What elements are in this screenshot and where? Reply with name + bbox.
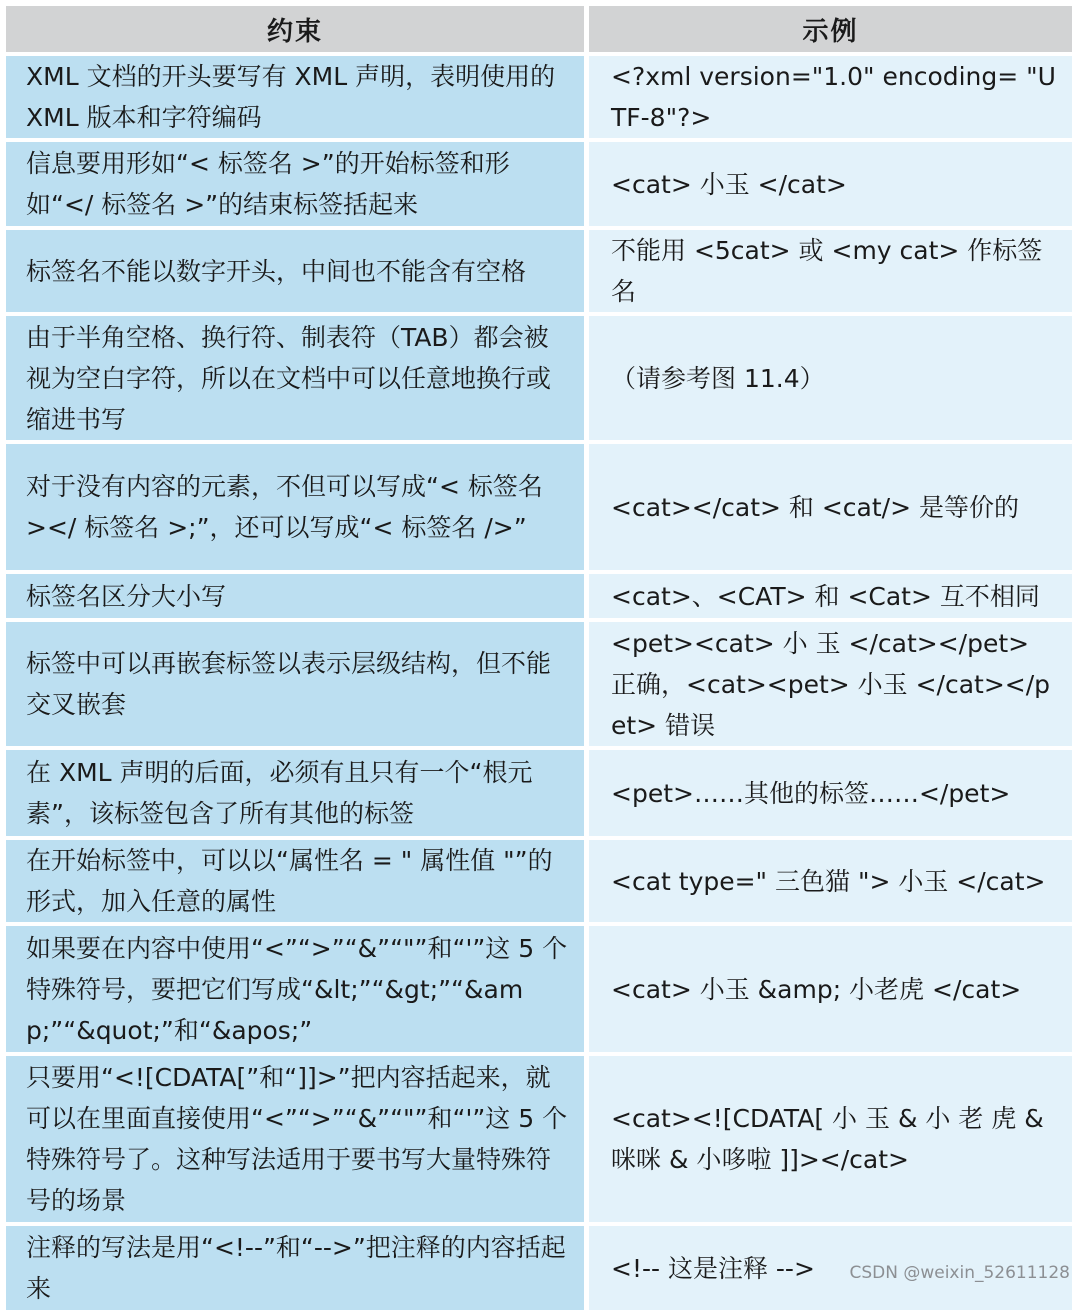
table-row — [6, 312, 1072, 440]
constraint-cell: 标签名不能以数字开头，中间也不能含有空格 — [6, 226, 589, 312]
table-row — [6, 618, 1072, 746]
example-cell: <cat><![CDATA[ 小 玉 & 小 老 虎 & 咪咪 & 小哆啦 ]]></cat> — [589, 1052, 1072, 1222]
constraint-cell: 标签名区分大小写 — [6, 570, 589, 618]
example-cell: <pet>……其他的标签……</pet> — [589, 746, 1072, 836]
xml-rules-table — [6, 6, 1072, 1310]
constraint-cell: 由于半角空格、换行符、制表符（TAB）都会被视为空白字符，所以在文档中可以任意地换行或缩进书写 — [6, 312, 589, 440]
table-row — [6, 1052, 1072, 1222]
table-row — [6, 922, 1072, 1052]
table-row — [6, 746, 1072, 836]
table-row — [6, 226, 1072, 312]
constraint-column-header: 约束 — [6, 6, 589, 52]
constraint-cell: 在 XML 声明的后面，必须有且只有一个“根元素”，该标签包含了所有其他的标签 — [6, 746, 589, 836]
example-cell: <cat>、<CAT> 和 <Cat> 互不相同 — [589, 570, 1072, 618]
table-row — [6, 440, 1072, 570]
example-cell: <cat></cat> 和 <cat/> 是等价的 — [589, 440, 1072, 570]
example-cell: <cat> 小玉 &amp; 小老虎 </cat> — [589, 922, 1072, 1052]
constraint-cell: 只要用“<![CDATA[”和“]]>”把内容括起来，就可以在里面直接使用“<”“>”“&”“"”和“'”这 5 个特殊符号了。这种写法适用于要书写大量特殊符号的场景 — [6, 1052, 589, 1222]
constraint-cell: 在开始标签中，可以以“属性名 = " 属性值 "”的形式，加入任意的属性 — [6, 836, 589, 922]
constraint-cell: 对于没有内容的元素，不但可以写成“< 标签名 ></ 标签名 >;”，还可以写成“< 标签名 />” — [6, 440, 589, 570]
csdn-watermark: CSDN @weixin_52611128 — [849, 1263, 1070, 1283]
example-cell: <!-- 这是注释 --> — [589, 1222, 1072, 1310]
example-cell: <?xml version="1.0" encoding= "UTF-8"?> — [589, 52, 1072, 138]
example-cell: <cat> 小玉 </cat> — [589, 138, 1072, 226]
example-cell: （请参考图 11.4） — [589, 312, 1072, 440]
constraint-cell: XML 文档的开头要写有 XML 声明，表明使用的 XML 版本和字符编码 — [6, 52, 589, 138]
example-cell: <cat type=" 三色猫 "> 小玉 </cat> — [589, 836, 1072, 922]
constraint-cell: 注释的写法是用“<!--”和“-->”把注释的内容括起来 — [6, 1222, 589, 1310]
table-row — [6, 138, 1072, 226]
example-cell: 不能用 <5cat> 或 <my cat> 作标签名 — [589, 226, 1072, 312]
table-row — [6, 570, 1072, 618]
example-column-header: 示例 — [589, 6, 1072, 52]
constraint-cell: 信息要用形如“< 标签名 >”的开始标签和形如“</ 标签名 >”的结束标签括起来 — [6, 138, 589, 226]
table-row — [6, 836, 1072, 922]
constraint-cell: 如果要在内容中使用“<”“>”“&”“"”和“'”这 5 个特殊符号，要把它们写成“&lt;”“&gt;”“&amp;”“&quot;”和“&apos;” — [6, 922, 589, 1052]
constraint-cell: 标签中可以再嵌套标签以表示层级结构，但不能交叉嵌套 — [6, 618, 589, 746]
table-header-row — [6, 6, 1072, 52]
example-cell: <pet><cat> 小 玉 </cat></pet> 正确，<cat><pet> 小玉 </cat></pet> 错误 — [589, 618, 1072, 746]
table-row — [6, 52, 1072, 138]
